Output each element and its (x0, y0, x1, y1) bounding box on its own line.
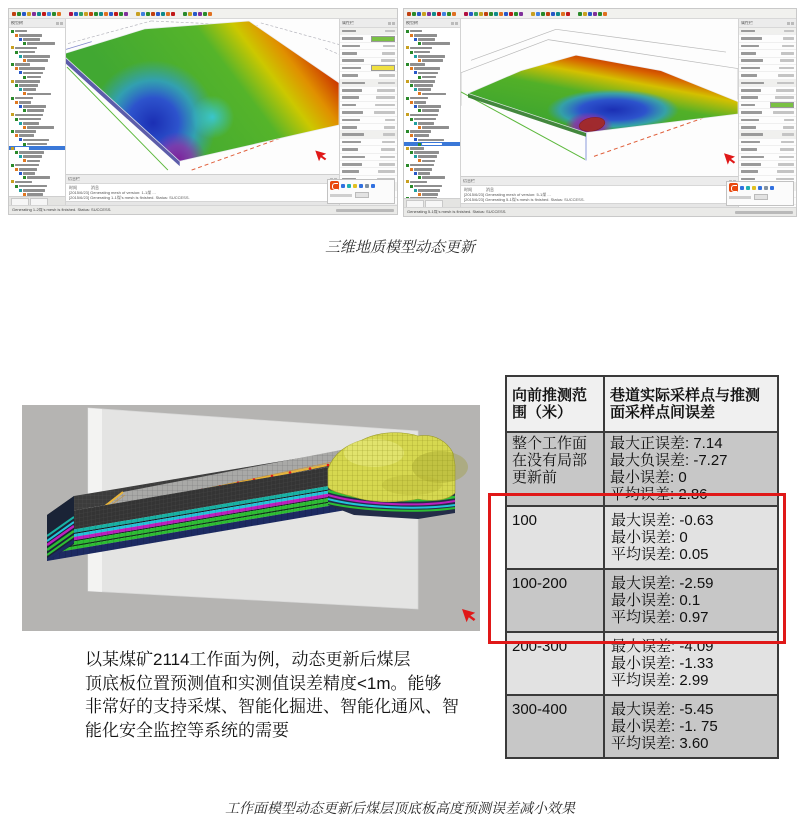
property-row (739, 50, 796, 57)
figure-caption-bottom: 工作面模型动态更新后煤层顶底板高度预测误差减小效果 (225, 801, 575, 817)
toolbar-icon (27, 12, 31, 16)
log-panel-title: 信息栏 (68, 177, 80, 181)
geomodel-screenshot-right (403, 8, 797, 217)
toolbar-icon (561, 12, 565, 16)
pan-icon (341, 184, 345, 188)
props-panel-title: 属性栏 (741, 21, 753, 25)
property-row (340, 87, 397, 94)
grid-icon (365, 184, 369, 188)
toolbar-icon (42, 12, 46, 16)
pan-icon (740, 186, 744, 190)
property-row (739, 58, 796, 65)
toolbar-icon (417, 12, 421, 16)
toolbar-icon (74, 12, 78, 16)
view-icon (371, 184, 375, 188)
toolbar-icon (208, 12, 212, 16)
property-row (739, 146, 796, 153)
model-tree-panel (9, 19, 66, 205)
property-row (340, 95, 397, 102)
toolbar-icon (47, 12, 51, 16)
toolbar-icon (17, 12, 21, 16)
table-header-row (507, 377, 777, 431)
property-row (739, 124, 796, 131)
tree-tabs (9, 196, 65, 205)
zoom-icon (353, 184, 357, 188)
toolbar-icon (32, 12, 36, 16)
fit-icon (359, 184, 363, 188)
property-row (739, 117, 796, 124)
red-cursor-arrow (724, 153, 735, 164)
toolbar-icon (161, 12, 165, 16)
toolbar-icon (514, 12, 518, 16)
toolbar-icon (556, 12, 560, 16)
property-row (739, 28, 796, 35)
tree-tabs (404, 198, 460, 207)
toolbar-icon (136, 12, 140, 16)
navigation-mini-toolbar (327, 179, 395, 204)
toolbar-icon (531, 12, 535, 16)
toolbar-icon (578, 12, 582, 16)
rotate-icon (746, 186, 750, 190)
model-tree-panel (404, 19, 461, 207)
toolbar-icon (52, 12, 56, 16)
toolbar-icon (193, 12, 197, 16)
table-row: 300-400 最大误差: -5.45 最小误差: -1. 75 平均误差: 3.60 (507, 694, 777, 757)
toolbar-icon (432, 12, 436, 16)
toolbar-icon (464, 12, 468, 16)
toolbar-icon (99, 12, 103, 16)
properties-panel (339, 19, 397, 205)
toolbar-icon (37, 12, 41, 16)
property-row (340, 43, 397, 50)
toolbar-icon (588, 12, 592, 16)
toolbar (404, 9, 796, 19)
toolbar-icon (509, 12, 513, 16)
log-panel: 信息栏 时间 消息 [2015/6/23] Generating mesh of version: 1-1煤 ... [2015/6/23] Generating 1-1煤's mesh is finished. Status: SUCCESS. (66, 174, 339, 205)
property-row (340, 65, 397, 72)
red-cursor-arrow (315, 150, 326, 161)
property-row (739, 154, 796, 161)
elevation-surface (461, 40, 738, 164)
property-row (739, 72, 796, 79)
tree-panel-title: 模型树 (406, 21, 418, 25)
toolbar-icon (84, 12, 88, 16)
geomodel-screenshot-left (8, 8, 398, 215)
toolbar-icon (422, 12, 426, 16)
toolbar-icon (479, 12, 483, 16)
coal-seam-model (22, 395, 480, 638)
grid-icon (764, 186, 768, 190)
app-logo-icon (330, 181, 339, 190)
toolbar-icon (183, 12, 187, 16)
toolbar-icon (22, 12, 26, 16)
toolbar-icon (447, 12, 451, 16)
toolbar-icon (69, 12, 73, 16)
property-row (340, 109, 397, 116)
status-text: Generating 5-1煤's mesh is finished. Status: SUCCESS. (407, 210, 507, 214)
toolbar-icon (89, 12, 93, 16)
toolbar-icon (407, 12, 411, 16)
table-row: 200-300 最大误差: -4.09 最小误差: -1.33 平均误差: 2.99 (507, 631, 777, 694)
table-header-error: 巷道实际采样点与推测面采样点间误差 (610, 387, 761, 421)
toolbar-icon (12, 12, 16, 16)
toolbar-icon (94, 12, 98, 16)
toolbar-icon (593, 12, 597, 16)
property-row (739, 131, 796, 138)
highlight-rectangle (488, 493, 786, 644)
property-row (340, 139, 397, 146)
property-row (340, 161, 397, 168)
coordinate-readout (735, 211, 793, 214)
toolbar (9, 9, 397, 19)
toolbar-icon (442, 12, 446, 16)
property-row (340, 124, 397, 131)
property-row (340, 146, 397, 153)
status-text: Generating 1-2煤's mesh is finished. Status: SUCCESS. (12, 208, 112, 212)
description-paragraph: 以某煤矿2114工作面为例，动态更新后煤层 顶底板位置预测值和实测值误差精度<1m。能够 非常好的支持采煤、智能化掘进、智能化通风、智 能化安全监控等系统的需要 (85, 650, 459, 740)
toolbar-icon (171, 12, 175, 16)
toolbar-icon (603, 12, 607, 16)
property-row (739, 139, 796, 146)
toolbar-icon (469, 12, 473, 16)
toolbar-icon (519, 12, 523, 16)
property-row (340, 102, 397, 109)
toolbar-icon (452, 12, 456, 16)
property-row (739, 161, 796, 168)
view-icon (770, 186, 774, 190)
props-panel-title: 属性栏 (342, 21, 354, 25)
toolbar-icon (156, 12, 160, 16)
toolbar-icon (141, 12, 145, 16)
toolbar-icon (124, 12, 128, 16)
table-header-range: 向前推测范围（米） (507, 377, 605, 431)
property-row (739, 168, 796, 175)
property-row (739, 109, 796, 116)
toolbar-icon (151, 12, 155, 16)
toolbar-icon (203, 12, 207, 16)
terrain-surface-scene (461, 19, 738, 176)
toolbar-icon (484, 12, 488, 16)
property-row (340, 28, 397, 35)
toolbar-icon (499, 12, 503, 16)
toolbar-icon (146, 12, 150, 16)
property-row (739, 43, 796, 50)
log-line: [2015/6/23] Generating mesh of version: 1-1煤 ... (69, 190, 156, 195)
coordinate-readout (336, 209, 394, 212)
terrain-surface-scene (66, 19, 339, 174)
property-row (340, 168, 397, 175)
log-line: [2015/6/23] Generating mesh of version: 5-1煤 ... (464, 192, 551, 197)
log-line: [2015/6/23] Generating 1-1煤's mesh is finished. Status: SUCCESS. (69, 195, 190, 200)
table-row: 100-200 最大误差: -2.59 最小误差: 0.1 平均误差: 0.97 (507, 568, 777, 631)
viewport-3d-left (66, 19, 339, 174)
navigation-mini-toolbar (726, 181, 794, 206)
toolbar-icon (119, 12, 123, 16)
property-row (739, 95, 796, 102)
property-row (739, 65, 796, 72)
toolbar-icon (598, 12, 602, 16)
table-row: 整个工作面在没有局部更新前 最大正误差: 7.14 最大负误差: -7.27 最小误差: 0 平均误差: 2.86 (507, 431, 777, 505)
property-row (340, 35, 397, 42)
toolbar-icon (412, 12, 416, 16)
app-logo-icon (729, 183, 738, 192)
zoom-icon (752, 186, 756, 190)
toolbar-icon (504, 12, 508, 16)
toolbar-icon (114, 12, 118, 16)
workface-model-figure (22, 395, 480, 638)
property-row (340, 131, 397, 138)
property-row (340, 72, 397, 79)
property-row (739, 102, 796, 109)
toolbar-icon (536, 12, 540, 16)
toolbar-icon (566, 12, 570, 16)
property-row (340, 58, 397, 65)
toolbar-icon (494, 12, 498, 16)
toolbar-icon (489, 12, 493, 16)
viewport-3d-right (461, 19, 738, 176)
toolbar-icon (427, 12, 431, 16)
figure-caption-top: 三维地质模型动态更新 (324, 238, 475, 256)
toolbar-icon (546, 12, 550, 16)
log-line: [2015/6/23] Generating 5-1煤's mesh is finished. Status: SUCCESS. (464, 197, 585, 202)
property-row (340, 154, 397, 161)
property-row (739, 80, 796, 87)
property-row (340, 50, 397, 57)
property-row (739, 35, 796, 42)
toolbar-icon (551, 12, 555, 16)
fit-icon (758, 186, 762, 190)
log-panel: 信息栏 时间 消息 [2015/6/23] Generating mesh of version: 5-1煤 ... [2015/6/23] Generating 5-1煤's mesh is finished. Status: SUCCESS. (461, 176, 738, 207)
toolbar-icon (166, 12, 170, 16)
toolbar-icon (541, 12, 545, 16)
toolbar-icon (474, 12, 478, 16)
toolbar-icon (437, 12, 441, 16)
toolbar-icon (104, 12, 108, 16)
toolbar-icon (188, 12, 192, 16)
property-row (340, 117, 397, 124)
properties-panel (738, 19, 796, 207)
toolbar-icon (79, 12, 83, 16)
toolbar-icon (109, 12, 113, 16)
table-row: 100 最大误差: -0.63 最小误差: 0 平均误差: 0.05 (507, 505, 777, 568)
toolbar-icon (583, 12, 587, 16)
property-row (739, 87, 796, 94)
log-panel-title: 信息栏 (463, 179, 475, 183)
toolbar-icon (57, 12, 61, 16)
rotate-icon (347, 184, 351, 188)
toolbar-icon (198, 12, 202, 16)
tree-panel-title: 模型树 (11, 21, 23, 25)
property-row (340, 80, 397, 87)
